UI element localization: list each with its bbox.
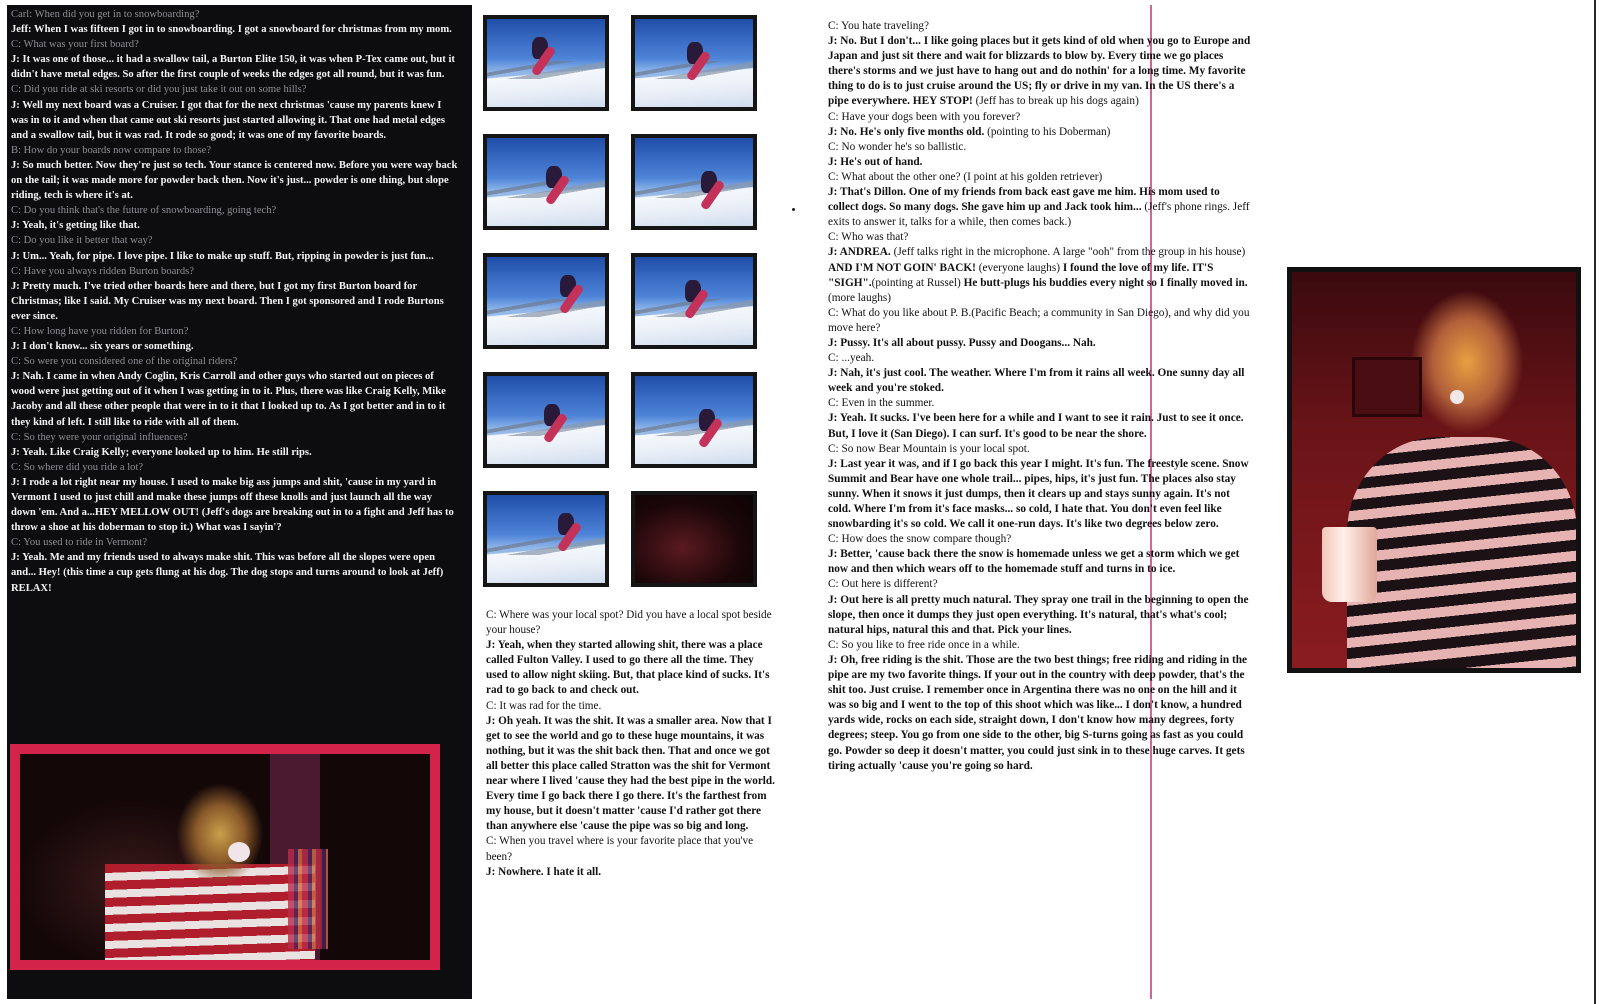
question-line [11,203,459,218]
left-portrait-photo-frame [10,744,440,970]
plain-text: C: What do you like about P. B.(Pacific Beach; a community in San Diego), and why did you move here? [828,306,1250,334]
answer-line [11,98,459,143]
plain-text: C: So where did you ride a lot? [11,461,144,473]
question-line [828,638,1252,653]
middle-interview-column [486,608,776,880]
bold-text: J: Last year it was, and if I go back this year I might. It's fun. The freestyle scene. Snow Summit and Bear have one whole trail... pipes, hips, it's just fun. The places also stay sunny. When it snows it just dumps, then it clears up and stays sunny again. It's not cold. Where I'm from it's face masks... so cold, I hate that. You don't even feel like snowbarding it's so cold. We call it one-run days. It's like two degrees below zero. [828,457,1249,531]
bold-text: I found the love of my life. IT'S "SIGH". [828,261,1214,289]
snowboard-jump-image [487,495,605,583]
answer-line [11,279,459,324]
question-line [828,170,1252,185]
plain-text: C: Have your dogs been with you forever? [828,110,1021,123]
question-line [828,140,1252,155]
plain-text: C: You used to ride in Vermont? [11,537,148,549]
snowboard-jump-image [635,376,753,464]
plain-text: C: What was your first board? [11,39,139,51]
bold-text: J: I rode a lot right near my house. I used to make big ass jumps and shit, 'cause in my yard in Vermont I used to just chill and make these jumps off these knolls and just launch all the way down 'em. And a...HEY MELLOW OUT! (Jeff's dogs are breaking out in to a fight and Jeff has to throw a shoe at his doberman to stop it.) What was I sayin'? [11,476,454,534]
answer-line [828,457,1252,532]
answer-line [828,366,1252,396]
plain-text: B: How do your boards now compare to those? [11,144,212,156]
plain-text: (Jeff talks right in the microphone. A large "ooh" from the group in his house) [890,246,1246,259]
sequence-photo [483,134,609,230]
left-page [7,5,472,999]
bold-text: J: Pretty much. I've tried other boards here and there, but I got my first Burton board for Christmas; like I said. My Cruiser was my next board. Then I got sponsored and I rode Burtons ever since. [11,280,444,322]
plain-text: C: Do you like it better that way? [11,235,153,247]
answer-line [828,125,1252,140]
plain-text: C: Even in the summer. [828,397,935,410]
plain-text: C: You hate traveling? [828,20,930,32]
question-line [11,354,459,369]
sequence-photo [483,253,609,349]
bold-text: J: No. But I don't... I like going places but it gets kind of old when you go to Europe and Japan and just sit there and wait for blizzards to blow by. Every time we go places there's storms and we just have to hang out and do nothin' for a long time. My favorite thing to do is to just cruise around the US; fly or drive in my van. In the US there's a pipe everywhere. HEY STOP! [828,35,1251,108]
snowboard-jump-image [487,138,605,226]
right-page [800,5,1593,999]
answer-line [11,339,459,354]
answer-line [11,550,459,595]
bold-text: He butt-plugs his buddies every night so I finally moved in. [963,276,1248,289]
answer-line [11,475,459,535]
plain-text: Carl: When did you get in to snowboarding? [11,9,200,20]
bold-text: J: Well my next board was a Cruiser. I got that for the next christmas 'cause my parents knew I was in to it and when that came out ski resorts just started allowing it. That one had metal edges and a swallow tail, but it was rad. It rode so good; it was one of my favorite boards. [11,99,445,141]
question-line [11,460,459,475]
bold-text: J: Oh yeah. It was the shit. It was a smaller area. Now that I get to see the world and go to these huge mountains, it was nothing, but it was the shit back then. That and once we got all better this place called Stratton was the shit for Vermont near where I lived 'cause they had the best pipe in the world. Every time I go back there I go there. It's the farthest from my house, but it doesn't matter 'cause I'd rather got there than anywhere else 'cause the pipe was so big and long. [486,714,775,833]
bold-text: J: Yeah. Like Craig Kelly; everyone looked up to him. He still rips. [11,446,312,458]
question-line [11,233,459,248]
question-line [486,608,776,638]
answer-line [11,249,459,264]
sequence-photo [483,491,609,587]
bold-text: Jeff: When I was fifteen I got in to snowboarding. I got a snowboard for christmas from my mom. [11,24,452,36]
sequence-photo [631,134,757,230]
television-image [1352,357,1422,417]
bold-text: J: Oh, free riding is the shit. Those are the two best things; free riding and riding in the pipe are my two favorite things. If your out in the country with deep powder, that's the shit too. Just cruise. I remember once in Argentina there was no one on the hill and it was so big and I went to the top of this shoot which was like... I don't know, a hundred yards wide, rocks on each side, straight down, I don't know how many degrees, forty degrees; steep. You go from one side to the other, big S-turns going as fast as you could go. Powder so deep it doesn't matter, you could just sink in to these huge carves. It gets tiring actually 'cause you're going so hard. [828,653,1248,772]
plain-text: (everyone laughs) [975,261,1063,274]
plain-text: C: Did you ride at ski resorts or did you just take it out on some hills? [11,84,307,96]
spine-mark [792,208,795,211]
plain-text: C: Where was your local spot? Did you have a local spot beside your house? [486,609,772,637]
bubblegum-bubble-image [228,842,250,862]
plain-text: (Jeff's phone rings. Jeff exits to answer it, talks for a while, then comes back.) [828,201,1250,229]
question-line [11,7,459,22]
bold-text: J: Out here is all pretty much natural. They spray one trail in the beginning to open the slope, then once it dumps they just open everything. It's natural, that's what's cool; natural hips, natural this and that. Pick your lines. [828,593,1249,636]
answer-line [11,445,459,460]
question-line [11,143,459,158]
plain-text: C: So they were your original influences? [11,431,188,443]
answer-line [828,411,1252,441]
answer-line [828,653,1252,774]
plain-text: C: It was rad for the time. [486,699,602,712]
bold-text: J: Yeah. It sucks. I've been here for a while and I want to see it rain. Just to see it once. But, I love it (San Diego). I can surf. It's good to be near the shore. [828,412,1244,440]
snowboard-jump-image [487,19,605,107]
plain-text: C: So now Bear Mountain is your local spot. [828,442,1030,455]
sequence-photo [631,253,757,349]
question-line [486,699,776,714]
snowboard-jump-image [635,19,753,107]
question-line [828,230,1252,245]
answer-line [11,218,459,233]
plain-text: C: No wonder he's so ballistic. [828,140,967,153]
bold-text: J: It was one of those... it had a swallow tail, a Burton Elite 150, it was when P-Tex came out, but it didn't have metal edges. So after the first couple of weeks the edges got all round, but it was fun. [11,54,455,81]
sequence-photo [631,372,757,468]
right-interview-column [828,19,1252,774]
question-line [828,110,1252,125]
answer-line [828,185,1252,230]
answer-line [828,245,1252,290]
page-edge [1594,0,1596,1004]
answer-line [828,593,1252,638]
answer-line [828,34,1252,109]
snowboard-jump-image [487,376,605,464]
bold-text: J: I don't know... six years or something. [11,341,194,353]
plain-text: C: So were you considered one of the original riders? [11,356,238,368]
sequence-photo [631,15,757,111]
plain-text: C: Who was that? [828,231,909,244]
bold-text: J: Nowhere. I hate it all. [486,865,602,878]
plain-text: C: So you like to free ride once in a while. [828,638,1020,651]
question-line [11,264,459,279]
answer-line [11,158,459,203]
plain-text: C: How does the snow compare though? [828,533,1012,546]
right-portrait-photo-frame [1287,267,1581,673]
plain-text: C: What about the other one? (I point at his golden retriever) [828,170,1103,183]
left-portrait-photo [20,754,430,960]
bold-text: J: That's Dillon. One of my friends from back east gave me him. His mom used to collect dogs. So many dogs. She gave him up and Jack took him... [828,186,1220,214]
bold-text: J: Yeah. Me and my friends used to always make shit. This was before all the slopes were open and... Hey! (this time a cup gets flung at his dog. The dog stops and turns around to look at Jeff) RELAX! [11,552,444,594]
bold-text: J: Um... Yeah, for pipe. I love pipe. I like to make up stuff. But, ripping in powder is just fun... [11,250,434,262]
question-line [828,351,1252,366]
sequence-photo [483,372,609,468]
answer-line [486,865,776,880]
middle-page [478,5,790,999]
bold-text: J: No. He's only five months old. [828,125,985,138]
question-line [828,19,1252,34]
bold-text: J: So much better. Now they're just so tech. Your stance is centered now. Before you were way back on the tail; it was made more for powder back then. Now it's just... powder is one thing, but slope riding, tech is where it's at. [11,159,458,202]
question-line [11,324,459,339]
question-line [11,82,459,97]
question-line [828,532,1252,547]
question-line [828,306,1252,336]
question-line [828,396,1252,411]
answer-line [11,22,459,37]
plain-text: (pointing at Russel) [871,276,964,289]
left-interview-column [11,7,459,596]
plain-text: C: Out here is different? [828,578,938,591]
plain-text: C: Do you think that's the future of snowboarding, going tech? [11,205,277,217]
snowboard-jump-image [635,257,753,345]
drink-cup-image [1322,527,1377,602]
bold-text: J: Nah. I came in when Andy Coglin, Kris Carroll and other guys who started out on pieces of wood were just getting out of it when I was getting in to it. Plus, there was like Craig Kelly, Mike Jacoby and all these other people that were in to it that I looked up to. As I got better and in to it they kind of left. I still like to ride with all of them. [11,371,446,428]
answer-line [486,714,776,835]
sequence-photo [483,15,609,111]
plain-text: C: ...yeah. [828,352,875,365]
answer-line [828,336,1252,351]
striped-shirt-image [1347,437,1576,668]
answer-line [828,547,1252,577]
answer-line [486,638,776,698]
plain-text: (more laughs) [828,291,892,304]
bold-text: J: Yeah, it's getting like that. [11,220,140,232]
answer-line [11,52,459,82]
question-line [11,37,459,52]
question-line [11,535,459,550]
question-line [11,430,459,445]
bold-text: J: He's out of hand. [828,155,923,168]
bold-text: J: Pussy. It's all about pussy. Pussy and Doogans... Nah. [828,336,1096,349]
plain-text: C: Have you always ridden Burton boards? [11,265,194,277]
snowboard-jump-image [487,257,605,345]
question-line [828,577,1252,592]
plain-text: C: When you travel where is your favorite place that you've been? [486,835,754,863]
question-line [828,442,1252,457]
right-portrait-photo [1292,272,1576,668]
snowboard-jump-image [635,138,753,226]
bold-text: J: Nah, it's just cool. The weather. Where I'm from it rains all week. One sunny day all week and you're stoked. [828,367,1245,395]
plain-text: (pointing to his Doberman) [984,125,1111,138]
answer-line [11,369,459,429]
plain-text: (Jeff has to break up his dogs again) [972,95,1139,108]
bold-text: J: ANDREA. [828,246,891,259]
answer-line [828,155,1252,170]
bold-text: AND I'M NOT GOIN' BACK! [828,261,976,274]
night-party-image [635,495,753,583]
plain-text: C: How long have you ridden for Burton? [11,325,189,337]
bold-text: J: Yeah, when they started allowing shit, there was a place called Fulton Valley. I used to go there all the time. They used to allow night skiing. But, that place kind of sucks. It's rad to go back to and check out. [486,639,770,697]
lollipop-image [1450,390,1464,404]
sequence-photo [631,491,757,587]
question-line [486,834,776,864]
bold-text: J: Better, 'cause back there the snow is homemade unless we get a storm which we get now and then which wears off to the homemade stuff and turns in to ice. [828,548,1240,576]
question-line [828,291,1252,306]
